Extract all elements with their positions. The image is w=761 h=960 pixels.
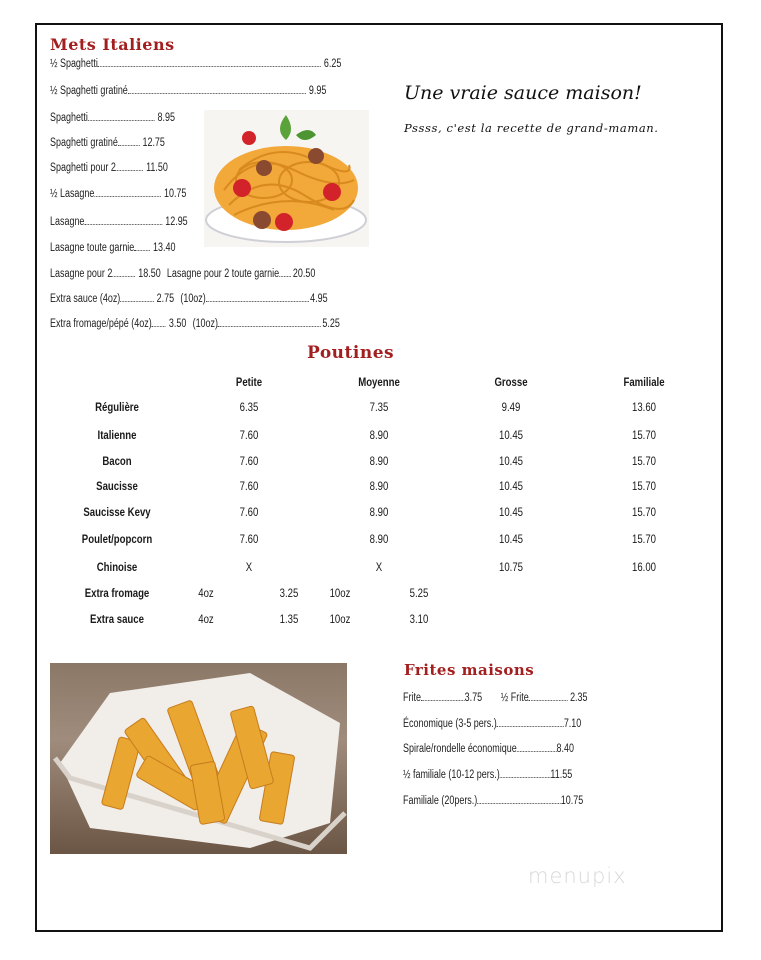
dot-leader (497, 716, 564, 727)
poutine-price-cell: 7.60 (239, 454, 259, 468)
italian-menu-item (50, 160, 168, 176)
poutine-price-cell: 7.60 (239, 532, 259, 546)
item-name-secondary: ½ Frite (500, 692, 529, 704)
poutines-section-title: Poutines (307, 343, 395, 363)
tagline-main: Une vraie sauce maison! (404, 82, 642, 104)
poutine-price-cell: 7.35 (369, 400, 389, 414)
poutine-price-cell: 10.45 (498, 454, 524, 468)
dot-leader (477, 793, 560, 804)
poutine-price-cell: 7.60 (239, 479, 259, 493)
dot-leader (529, 690, 568, 701)
poutine-price-cell: 8.90 (369, 454, 389, 468)
item-name: ½ Spaghetti gratiné (50, 85, 128, 97)
poutine-price-cell: 15.70 (631, 454, 657, 468)
poutine-price-cell: 13.60 (631, 400, 657, 414)
extra-price-large: 5.25 (409, 586, 429, 600)
item-price: 3.50 (168, 318, 187, 330)
item-name-secondary: Lasagne pour 2 toute garnie (166, 268, 280, 280)
dot-leader (218, 316, 321, 327)
dot-leader (500, 767, 551, 778)
menupix-watermark: menupix (528, 864, 627, 888)
poutine-row-label: Chinoise (96, 560, 138, 574)
item-name: ½ Spaghetti (50, 58, 98, 70)
poutine-price-cell: 10.45 (498, 479, 524, 493)
dot-leader (98, 56, 321, 67)
frites-menu-item (403, 793, 583, 809)
italian-menu-item (50, 110, 175, 126)
item-name: Spaghetti (50, 112, 88, 124)
item-price: 3.75 (464, 692, 483, 704)
poutine-price-cell: 15.70 (631, 428, 657, 442)
italian-menu-item (50, 56, 341, 72)
fries-image (50, 663, 347, 854)
poutine-row-label: Saucisse Kevy (83, 505, 151, 519)
dot-leader (120, 291, 153, 302)
frites-menu-item (403, 716, 581, 732)
item-name: Spaghetti gratiné (50, 137, 118, 149)
extra-price-small: 1.35 (279, 612, 299, 626)
extra-price-small: 3.25 (279, 586, 299, 600)
item-name-secondary: (10oz) (180, 293, 206, 305)
item-name: Extra fromage/pépé (4oz) (50, 318, 152, 330)
item-price: 2.75 (156, 293, 175, 305)
poutine-price-cell: 7.60 (239, 505, 259, 519)
item-name: Économique (3-5 pers.) (403, 718, 497, 730)
tagline-sub: Pssss, c'est la recette de grand-maman. (404, 121, 659, 135)
column-header-grosse: Grosse (494, 375, 528, 389)
extra-size-large: 10oz (329, 612, 351, 626)
item-price: 12.95 (165, 216, 188, 228)
poutine-price-cell: 15.70 (631, 479, 657, 493)
italian-menu-item (50, 186, 186, 202)
dot-leader (118, 135, 140, 146)
item-price: 8.95 (157, 112, 175, 124)
item-name: ½ familiale (10-12 pers.) (403, 769, 500, 781)
frites-menu-item (403, 690, 588, 706)
frites-section-title: Frites maisons (404, 661, 535, 679)
column-header-petite: Petite (235, 375, 263, 389)
item-price-secondary: 20.50 (292, 268, 316, 280)
italian-section-title: Mets Italiens (50, 35, 175, 54)
column-header-moyenne: Moyenne (358, 375, 400, 389)
poutine-price-cell: 6.35 (239, 400, 259, 414)
spaghetti-image (204, 110, 369, 247)
poutine-price-cell: 9.49 (501, 400, 521, 414)
item-price: 12.75 (142, 137, 165, 149)
dot-leader (421, 690, 465, 701)
item-price: 11.55 (550, 769, 573, 781)
item-price-secondary: 2.35 (570, 692, 588, 704)
poutine-price-cell: 8.90 (369, 479, 389, 493)
poutine-price-cell: 8.90 (369, 532, 389, 546)
italian-menu-item (50, 135, 165, 151)
poutine-price-cell: 15.70 (631, 505, 657, 519)
item-price-secondary: 4.95 (310, 293, 328, 305)
dot-leader (152, 316, 166, 327)
extra-size-small: 4oz (198, 586, 214, 600)
dot-leader (84, 214, 162, 225)
italian-menu-item (50, 83, 326, 99)
italian-menu-item (50, 266, 315, 282)
item-name: ½ Lasagne (50, 188, 95, 200)
poutine-row-label: Bacon (102, 454, 132, 468)
dot-leader (134, 240, 150, 251)
poutine-price-cell: 7.60 (239, 428, 259, 442)
dot-leader (112, 266, 135, 277)
item-price: 8.40 (556, 743, 574, 755)
frites-menu-item (403, 741, 574, 757)
dot-leader (206, 291, 309, 302)
extra-size-large: 10oz (329, 586, 351, 600)
poutine-price-cell: 8.90 (369, 505, 389, 519)
poutine-row-label: Italienne (97, 428, 137, 442)
italian-menu-item (50, 316, 340, 332)
item-price: 10.75 (560, 795, 584, 807)
dot-leader (94, 186, 160, 197)
dot-leader (116, 160, 143, 171)
column-header-familiale: Familiale (623, 375, 665, 389)
item-name-secondary: (10oz) (192, 318, 219, 330)
frites-menu-item (403, 767, 572, 783)
item-name: Familiale (20pers.) (403, 795, 478, 807)
poutine-price-cell: 10.75 (498, 560, 524, 574)
item-price-secondary: 5.25 (322, 318, 340, 330)
italian-menu-item (50, 240, 175, 256)
dot-leader (88, 110, 154, 121)
dot-leader (128, 83, 306, 94)
item-price: 10.75 (163, 188, 187, 200)
poutine-price-cell: 10.45 (498, 532, 524, 546)
italian-menu-item (50, 291, 328, 307)
extra-price-large: 3.10 (409, 612, 429, 626)
item-name: Spirale/rondelle économique (403, 743, 517, 755)
dot-leader (517, 741, 557, 752)
item-name: Lasagne pour 2 (50, 268, 113, 280)
item-price: 9.95 (308, 85, 327, 97)
poutine-price-cell: 16.00 (631, 560, 657, 574)
extra-row-label: Extra sauce (90, 612, 144, 626)
extra-row-label: Extra fromage (84, 586, 150, 600)
item-price: 7.10 (563, 718, 582, 730)
item-name: Spaghetti pour 2 (50, 162, 116, 174)
item-name: Lasagne (50, 216, 85, 228)
poutine-row-label: Régulière (95, 400, 139, 414)
item-price: 18.50 (138, 268, 161, 280)
poutine-row-label: Poulet/popcorn (81, 532, 153, 546)
item-name: Frite (403, 692, 421, 704)
item-price: 11.50 (146, 162, 168, 174)
poutine-price-cell: 10.45 (498, 505, 524, 519)
poutine-price-cell: 8.90 (369, 428, 389, 442)
dot-leader (279, 266, 291, 277)
poutine-price-cell: X (245, 560, 253, 574)
poutine-price-cell: 10.45 (498, 428, 524, 442)
item-price: 13.40 (153, 242, 176, 254)
item-name: Lasagne toute garnie (50, 242, 135, 254)
item-name: Extra sauce (4oz) (50, 293, 121, 305)
item-price: 6.25 (323, 58, 342, 70)
poutine-price-cell: X (375, 560, 383, 574)
extra-size-small: 4oz (198, 612, 214, 626)
poutine-price-cell: 15.70 (631, 532, 657, 546)
italian-menu-item (50, 214, 188, 230)
poutine-row-label: Saucisse (96, 479, 138, 493)
